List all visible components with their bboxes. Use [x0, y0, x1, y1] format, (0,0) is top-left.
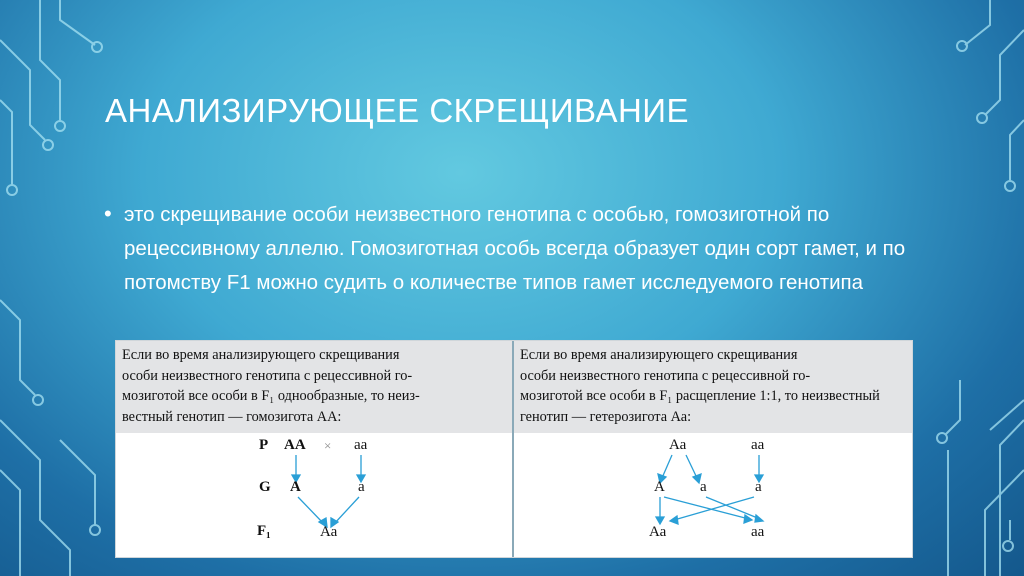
offspring-genotype: аа: [751, 524, 765, 540]
row-label-f1: F₁: [257, 523, 271, 539]
gamete: а: [358, 479, 365, 495]
cross-symbol: ×: [324, 438, 332, 453]
bullet-marker: •: [104, 201, 112, 226]
parent-genotype: Аа: [669, 437, 687, 453]
crossing-figure: [115, 340, 913, 558]
cross-diagram: [116, 433, 512, 557]
parent-genotype: АА: [284, 437, 306, 453]
arrows-graphic: [116, 433, 512, 557]
offspring-genotype: Аа: [649, 524, 667, 540]
offspring-genotype: Аа: [320, 524, 338, 540]
heterozygote-panel: [514, 341, 912, 557]
homozygote-panel: [116, 341, 514, 557]
panel-header: [514, 341, 912, 433]
slide-title: АНАЛИЗИРУЮЩЕЕ СКРЕЩИВАНИЕ: [105, 92, 690, 129]
gamete: а: [755, 479, 762, 495]
arrows-graphic: [514, 433, 912, 557]
gamete: А: [654, 479, 665, 495]
row-label-g: G: [259, 479, 271, 495]
parent-genotype: аа: [354, 437, 368, 453]
panel-description: Если во время анализирующего скрещивания особи неизвестного генотипа с рецессивной го- мозиготой все особи в F₁ однообразные, то неиз- вестный генотип — гомозигота АА:: [122, 347, 420, 425]
gamete: А: [290, 479, 301, 495]
parent-genotype: аа: [751, 437, 765, 453]
gamete: а: [700, 479, 707, 495]
panel-description: Если во время анализирующего скрещивания особи неизвестного генотипа с рецессивной го- мозиготой все особи в F₁ расщепление 1:1, то неизвестный генотип — гетерозигота Аа:: [520, 347, 880, 425]
row-label-p: P: [259, 437, 269, 453]
bullet-text: это скрещивание особи неизвестного генотипа с особью, гомозиготной по рецессивному аллелю. Гомозиготная особь всегда образует один сорт гамет, и по потомству F1 можно судить о количестве типов гамет исследуемого генотипа: [124, 203, 906, 294]
cross-diagram: [514, 433, 912, 557]
panel-header: [116, 341, 512, 433]
